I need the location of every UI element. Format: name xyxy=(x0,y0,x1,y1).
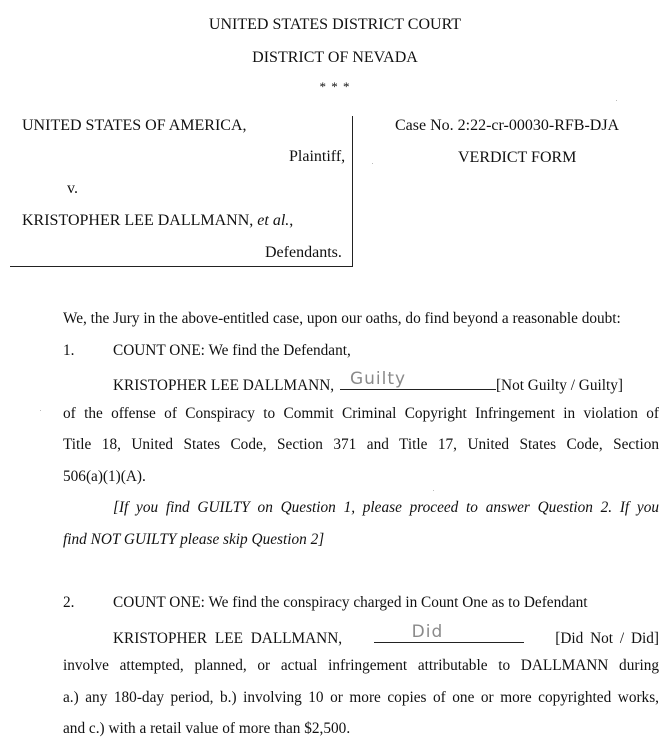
q1-handwritten-answer: Guilty xyxy=(349,369,407,389)
q2-answer-line xyxy=(113,622,659,648)
q1-number: 1. xyxy=(63,342,75,359)
scan-speck xyxy=(433,490,434,491)
q1-text-line-3: 506(a)(1)(A). xyxy=(63,468,146,485)
q1-instruction-line-1: [If you find GUILTY on Question 1, please proceed to answer Question 2. If you xyxy=(113,499,659,516)
q1-text-line-1: of the offense of Conspiracy to Commit Criminal Copyright Infringement in violation of xyxy=(63,405,659,422)
defendant-role: Defendants. xyxy=(265,244,342,261)
section-separator: * * * xyxy=(319,79,351,94)
q1-answer-line xyxy=(113,369,623,395)
q1-instruction-line-2: find NOT GUILTY please skip Question 2] xyxy=(63,531,325,548)
q2-heading: COUNT ONE: We find the conspiracy charged in Count One as to Defendant xyxy=(113,594,588,611)
district-title: DISTRICT OF NEVADA xyxy=(252,49,418,66)
defendant-name xyxy=(22,212,293,230)
case-number: Case No. 2:22-cr-00030-RFB-DJA xyxy=(395,117,620,134)
scan-speck xyxy=(40,410,41,411)
court-title: UNITED STATES DISTRICT COURT xyxy=(208,16,462,33)
q1-answer-blank[interactable] xyxy=(340,369,496,390)
q1-heading: COUNT ONE: We find the Defendant, xyxy=(113,342,351,359)
plaintiff-name: UNITED STATES OF AMERICA, xyxy=(22,117,247,134)
q2-defendant: KRISTOPHER LEE DALLMANN, xyxy=(113,630,343,647)
et-al-comma: , xyxy=(289,212,294,229)
scan-speck xyxy=(372,163,373,164)
q2-handwritten-answer: Did xyxy=(411,622,444,642)
q2-text-line-3: and c.) with a retail value of more than $2,500. xyxy=(63,720,351,737)
plaintiff-role: Plaintiff, xyxy=(289,148,346,165)
q2-text-line-2: a.) any 180-day period, b.) involving 10 or more copies of one or more copyrighted works, xyxy=(63,689,659,706)
q2-number: 2. xyxy=(63,594,75,611)
et-al: et al. xyxy=(257,212,290,229)
scan-speck xyxy=(616,100,617,101)
q1-text-line-2: Title 18, United States Code, Section 371 and Title 17, United States Code, Section xyxy=(63,436,659,453)
versus: v. xyxy=(67,180,78,197)
q2-text-line-1: involve attempted, planned, or actual infringement attributable to DALLMANN during xyxy=(63,657,659,674)
q2-answer-blank[interactable] xyxy=(374,622,524,643)
q1-options: [Not Guilty / Guilty] xyxy=(495,377,623,394)
form-title: VERDICT FORM xyxy=(458,149,577,166)
q1-defendant: KRISTOPHER LEE DALLMANN, xyxy=(113,377,335,394)
jury-intro: We, the Jury in the above-entitled case, upon our oaths, do find beyond a reasonable doubt: xyxy=(63,310,621,327)
q2-options: [Did Not / Did] xyxy=(555,630,659,647)
defendant-name-text: KRISTOPHER LEE DALLMANN, xyxy=(22,212,254,229)
